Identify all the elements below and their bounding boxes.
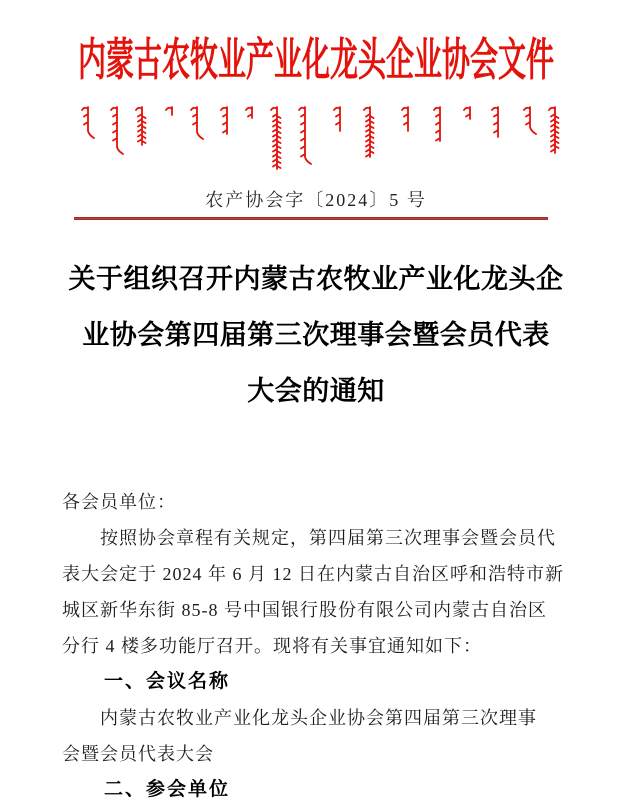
section-heading-2: 二、参会单位 bbox=[62, 779, 231, 800]
body-line: 会暨会员代表大会 bbox=[62, 744, 214, 764]
notice-title-line-2: 业协会第四届第三次理事会暨会员代表 bbox=[82, 320, 550, 350]
body-line-salutation: 各会员单位： bbox=[62, 492, 176, 512]
body-line: 表大会定于 2024 年 6 月 12 日在内蒙古自治区呼和浩特市新 bbox=[62, 564, 564, 584]
document-body bbox=[62, 484, 562, 808]
doc-number: 农产协会字〔2024〕5 号 bbox=[205, 190, 427, 210]
body-line: 分行 4 楼多功能厅召开。现将有关事宜通知如下： bbox=[62, 636, 482, 656]
body-line: 按照协会章程有关规定，第四届第三次理事会暨会员代 bbox=[62, 528, 556, 548]
notice-title-line-3: 大会的通知 bbox=[247, 376, 385, 406]
body-line: 城区新华东街 85-8 号中国银行股份有限公司内蒙古自治区 bbox=[62, 600, 547, 620]
red-divider-line bbox=[74, 217, 548, 220]
mongolian-script bbox=[62, 103, 562, 181]
notice-title bbox=[20, 251, 612, 419]
body-line: 内蒙古农牧业产业化龙头企业协会第四届第三次理事 bbox=[62, 708, 537, 728]
notice-title-line-1: 关于组织召开内蒙古农牧业产业化龙头企 bbox=[68, 264, 564, 294]
section-heading-1: 一、会议名称 bbox=[62, 671, 231, 692]
org-header-title: 内蒙古农牧业产业化龙头企业协会文件 bbox=[77, 36, 554, 86]
